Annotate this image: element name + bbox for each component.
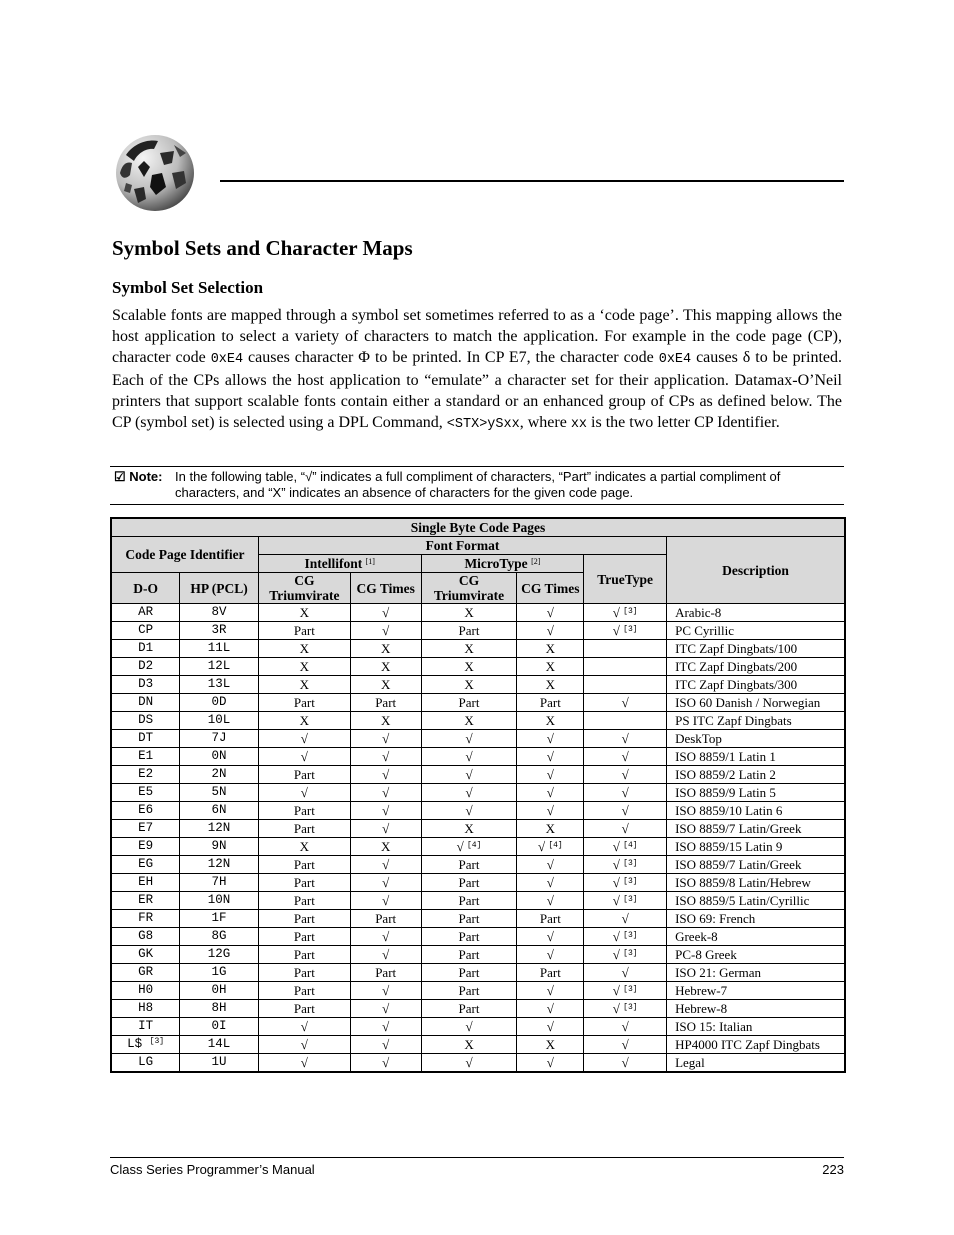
- cell-it-tri: Part: [258, 928, 350, 946]
- cell-tt: [584, 658, 667, 676]
- cell-do: E9: [111, 838, 180, 856]
- cell-tt: √: [584, 730, 667, 748]
- table-title: Single Byte Code Pages: [111, 518, 845, 537]
- cell-desc: ISO 21: German: [667, 964, 845, 982]
- cell-do: AR: [111, 604, 180, 622]
- cell-it-tri: √: [258, 1036, 350, 1054]
- cell-it-times: √: [350, 820, 421, 838]
- cell-it-times: X: [350, 712, 421, 730]
- cell-mt-tri: X: [421, 712, 517, 730]
- cell-desc: ITC Zapf Dingbats/100: [667, 640, 845, 658]
- cell-mt-tri: X: [421, 1036, 517, 1054]
- cell-do: IT: [111, 1018, 180, 1036]
- cell-desc: HP4000 ITC Zapf Dingbats: [667, 1036, 845, 1054]
- cell-it-tri: X: [258, 676, 350, 694]
- cell-desc: Legal: [667, 1054, 845, 1073]
- code-page-table: [110, 517, 846, 1073]
- table-row: [111, 766, 845, 784]
- cell-hp: 0N: [180, 748, 259, 766]
- cell-hp: 8V: [180, 604, 259, 622]
- cell-desc: PC-8 Greek: [667, 946, 845, 964]
- do-header: D-O: [111, 573, 180, 604]
- cell-tt: √: [584, 802, 667, 820]
- cell-tt: √ [3]: [584, 1000, 667, 1018]
- cell-mt-tri: Part: [421, 964, 517, 982]
- cell-mt-tri: Part: [421, 622, 517, 640]
- cell-it-tri: √: [258, 784, 350, 802]
- cell-hp: 2N: [180, 766, 259, 784]
- table-row: [111, 964, 845, 982]
- cell-desc: ISO 8859/8 Latin/Hebrew: [667, 874, 845, 892]
- cell-do: DS: [111, 712, 180, 730]
- cell-tt: √: [584, 766, 667, 784]
- cell-mt-tri: X: [421, 658, 517, 676]
- cell-it-tri: X: [258, 604, 350, 622]
- cell-it-tri: X: [258, 838, 350, 856]
- cell-mt-times: √: [517, 856, 584, 874]
- cell-do: H8: [111, 1000, 180, 1018]
- cell-it-tri: √: [258, 730, 350, 748]
- header-rule: [220, 180, 844, 182]
- cell-mt-tri: X: [421, 676, 517, 694]
- cell-desc: ISO 8859/9 Latin 5: [667, 784, 845, 802]
- cell-hp: 6N: [180, 802, 259, 820]
- cell-mt-times: √: [517, 1018, 584, 1036]
- cell-it-times: √: [350, 766, 421, 784]
- cell-tt: √ [4]: [584, 838, 667, 856]
- cell-hp: 13L: [180, 676, 259, 694]
- page-number: 223: [822, 1162, 844, 1177]
- cell-desc: ITC Zapf Dingbats/300: [667, 676, 845, 694]
- intellifont-cg-triumvirate-header: CG Triumvirate: [258, 573, 350, 604]
- cell-it-times: √: [350, 874, 421, 892]
- cell-desc: ISO 8859/15 Latin 9: [667, 838, 845, 856]
- cell-desc: DeskTop: [667, 730, 845, 748]
- cell-it-times: Part: [350, 964, 421, 982]
- cell-hp: 1U: [180, 1054, 259, 1073]
- cell-desc: Arabic-8: [667, 604, 845, 622]
- cell-desc: PC Cyrillic: [667, 622, 845, 640]
- intellifont-cg-times-header: CG Times: [350, 573, 421, 604]
- cell-it-tri: Part: [258, 622, 350, 640]
- cell-mt-times: √: [517, 784, 584, 802]
- cell-tt: √: [584, 910, 667, 928]
- cell-mt-times: Part: [517, 910, 584, 928]
- paragraph-text: Scalable fonts are mapped through a symbol set sometimes referred to as a ‘code page’. This mapping allows the host application to select a variety of characters to match the application. For example in the code page (CP), character code: [112, 307, 842, 366]
- cell-it-times: √: [350, 892, 421, 910]
- cell-tt: √ [3]: [584, 946, 667, 964]
- description-header: Description: [667, 537, 845, 604]
- cell-it-tri: Part: [258, 856, 350, 874]
- cell-it-times: √: [350, 856, 421, 874]
- cell-mt-times: X: [517, 712, 584, 730]
- cell-tt: √: [584, 964, 667, 982]
- cell-hp: 5N: [180, 784, 259, 802]
- cell-tt: √: [584, 748, 667, 766]
- cell-hp: 12N: [180, 856, 259, 874]
- cell-mt-tri: Part: [421, 1000, 517, 1018]
- cell-mt-times: √: [517, 802, 584, 820]
- cell-mt-tri: √: [421, 730, 517, 748]
- cell-hp: 9N: [180, 838, 259, 856]
- table-row: [111, 640, 845, 658]
- cell-mt-times: √: [517, 748, 584, 766]
- cell-mt-times: √ [4]: [517, 838, 584, 856]
- paragraph-text: causes δ to be printed. Each of the CPs allows the host application to “emulate” a character set for their application. Datamax-O’Neil printers that support scalable fonts contain either a standard or an enhanced group of CPs as defined below. The CP (symbol set) is selected using a DPL Command,: [112, 349, 842, 431]
- cell-hp: 12L: [180, 658, 259, 676]
- cell-mt-tri: X: [421, 640, 517, 658]
- cell-tt: √: [584, 1018, 667, 1036]
- cell-hp: 0H: [180, 982, 259, 1000]
- cell-do: ER: [111, 892, 180, 910]
- cell-mt-tri: Part: [421, 874, 517, 892]
- section-title: Symbol Sets and Character Maps: [112, 236, 413, 260]
- cell-tt: √: [584, 820, 667, 838]
- cell-desc: ISO 60 Danish / Norwegian: [667, 694, 845, 712]
- cell-do: EH: [111, 874, 180, 892]
- cell-it-tri: √: [258, 1018, 350, 1036]
- cell-mt-tri: Part: [421, 856, 517, 874]
- table-row: [111, 622, 845, 640]
- table-row: [111, 928, 845, 946]
- cell-desc: Greek-8: [667, 928, 845, 946]
- cell-hp: 1G: [180, 964, 259, 982]
- table-row: [111, 946, 845, 964]
- note-box: [110, 466, 844, 505]
- cell-it-tri: Part: [258, 1000, 350, 1018]
- cell-it-times: √: [350, 730, 421, 748]
- cell-do: D2: [111, 658, 180, 676]
- cell-mt-tri: √: [421, 766, 517, 784]
- cell-mt-times: √: [517, 982, 584, 1000]
- table-row: [111, 604, 845, 622]
- cell-mt-times: √: [517, 604, 584, 622]
- cell-tt: √ [3]: [584, 982, 667, 1000]
- cell-mt-tri: Part: [421, 982, 517, 1000]
- hp-pcl-header: HP (PCL): [180, 573, 259, 604]
- microtype-cg-triumvirate-header: CG Triumvirate: [421, 573, 517, 604]
- table-row: [111, 694, 845, 712]
- paragraph-text: causes character Φ to be printed. In CP E7, the character code: [243, 349, 659, 366]
- paragraph-text: , where: [519, 414, 571, 431]
- cell-it-tri: √: [258, 1054, 350, 1073]
- cell-tt: √: [584, 1036, 667, 1054]
- cell-do: EG: [111, 856, 180, 874]
- cell-desc: ITC Zapf Dingbats/200: [667, 658, 845, 676]
- cell-desc: ISO 8859/2 Latin 2: [667, 766, 845, 784]
- cell-it-tri: √: [258, 748, 350, 766]
- cell-do: E7: [111, 820, 180, 838]
- table-row: [111, 784, 845, 802]
- footer-rule: [110, 1157, 844, 1158]
- cell-desc: ISO 8859/10 Latin 6: [667, 802, 845, 820]
- intellifont-header: Intellifont [1]: [258, 555, 421, 573]
- cell-it-times: √: [350, 1036, 421, 1054]
- note-text: In the following table, “√” indicates a full compliment of characters, “Part” indicates a partial compliment of characters, and “X” indicates an absence of characters for the given code page.: [175, 469, 781, 500]
- cell-tt: √ [3]: [584, 874, 667, 892]
- table-row: [111, 658, 845, 676]
- cell-it-times: √: [350, 604, 421, 622]
- cell-hp: 7H: [180, 874, 259, 892]
- cell-mt-times: Part: [517, 694, 584, 712]
- cell-it-times: √: [350, 622, 421, 640]
- cell-mt-tri: √ [4]: [421, 838, 517, 856]
- cell-mt-times: √: [517, 1054, 584, 1073]
- table-row: [111, 1018, 845, 1036]
- cell-hp: 14L: [180, 1036, 259, 1054]
- footer-manual-title: Class Series Programmer’s Manual: [110, 1162, 315, 1177]
- inline-code: <STX>ySxx: [446, 417, 520, 432]
- cell-do: DN: [111, 694, 180, 712]
- cell-it-times: √: [350, 1054, 421, 1073]
- cell-hp: 0I: [180, 1018, 259, 1036]
- cell-hp: 12N: [180, 820, 259, 838]
- subsection-title: Symbol Set Selection: [112, 278, 264, 297]
- cell-it-tri: Part: [258, 694, 350, 712]
- table-row: [111, 1054, 845, 1073]
- cell-desc: ISO 8859/5 Latin/Cyrillic: [667, 892, 845, 910]
- cell-mt-times: √: [517, 874, 584, 892]
- cell-it-times: √: [350, 1018, 421, 1036]
- cell-mt-tri: Part: [421, 928, 517, 946]
- cell-do: E6: [111, 802, 180, 820]
- cell-it-tri: Part: [258, 964, 350, 982]
- microtype-header: MicroType [2]: [421, 555, 584, 573]
- cell-it-times: √: [350, 946, 421, 964]
- cell-desc: ISO 8859/7 Latin/Greek: [667, 856, 845, 874]
- cell-mt-tri: X: [421, 604, 517, 622]
- cell-it-times: X: [350, 640, 421, 658]
- cell-hp: 12G: [180, 946, 259, 964]
- cell-hp: 8G: [180, 928, 259, 946]
- cell-tt: [584, 676, 667, 694]
- cell-do: LG: [111, 1054, 180, 1073]
- cell-it-times: √: [350, 784, 421, 802]
- cell-mt-tri: Part: [421, 694, 517, 712]
- cell-it-times: Part: [350, 694, 421, 712]
- cell-do: D1: [111, 640, 180, 658]
- table-row: [111, 1036, 845, 1054]
- cell-mt-times: X: [517, 676, 584, 694]
- cell-it-tri: Part: [258, 874, 350, 892]
- table-row: [111, 676, 845, 694]
- cell-do: DT: [111, 730, 180, 748]
- cell-tt: √: [584, 694, 667, 712]
- table-row: [111, 856, 845, 874]
- table-row: [111, 748, 845, 766]
- cell-do: D3: [111, 676, 180, 694]
- cell-mt-tri: Part: [421, 892, 517, 910]
- cell-desc: ISO 8859/7 Latin/Greek: [667, 820, 845, 838]
- cell-it-times: X: [350, 838, 421, 856]
- cell-mt-times: Part: [517, 964, 584, 982]
- table-row: [111, 802, 845, 820]
- cell-tt: √ [3]: [584, 928, 667, 946]
- cell-desc: Hebrew-8: [667, 1000, 845, 1018]
- cell-do: E1: [111, 748, 180, 766]
- table-row: [111, 730, 845, 748]
- font-format-header: Font Format: [258, 537, 666, 555]
- cell-it-times: Part: [350, 910, 421, 928]
- cell-do: CP: [111, 622, 180, 640]
- cell-mt-times: X: [517, 1036, 584, 1054]
- cell-mt-times: √: [517, 1000, 584, 1018]
- inline-code: 0xE4: [210, 352, 244, 367]
- cell-desc: Hebrew-7: [667, 982, 845, 1000]
- cell-mt-tri: √: [421, 784, 517, 802]
- cell-tt: [584, 712, 667, 730]
- cell-hp: 0D: [180, 694, 259, 712]
- cell-hp: 8H: [180, 1000, 259, 1018]
- cell-it-tri: X: [258, 712, 350, 730]
- cell-do: GK: [111, 946, 180, 964]
- cell-it-tri: X: [258, 658, 350, 676]
- cell-do: L$ [3]: [111, 1036, 180, 1054]
- table-row: [111, 712, 845, 730]
- cell-mt-tri: √: [421, 1018, 517, 1036]
- cell-mt-times: √: [517, 928, 584, 946]
- cell-tt: √ [3]: [584, 604, 667, 622]
- cell-mt-times: X: [517, 820, 584, 838]
- cell-mt-times: √: [517, 622, 584, 640]
- cell-do: E5: [111, 784, 180, 802]
- cell-desc: PS ITC Zapf Dingbats: [667, 712, 845, 730]
- cell-do: FR: [111, 910, 180, 928]
- cell-tt: √ [3]: [584, 856, 667, 874]
- table-row: [111, 820, 845, 838]
- intro-paragraph: [112, 305, 842, 435]
- code-page-identifier-header: Code Page Identifier: [111, 537, 258, 573]
- table-row: [111, 910, 845, 928]
- table-row: [111, 982, 845, 1000]
- table-row: [111, 838, 845, 856]
- company-logo-globe: [114, 133, 196, 213]
- cell-it-tri: Part: [258, 982, 350, 1000]
- cell-tt: √: [584, 784, 667, 802]
- cell-it-times: √: [350, 1000, 421, 1018]
- cell-it-times: X: [350, 658, 421, 676]
- cell-mt-times: √: [517, 766, 584, 784]
- table-row: [111, 892, 845, 910]
- cell-hp: 1F: [180, 910, 259, 928]
- cell-mt-tri: √: [421, 802, 517, 820]
- truetype-header: TrueType: [584, 555, 667, 604]
- cell-it-tri: Part: [258, 802, 350, 820]
- cell-do: GR: [111, 964, 180, 982]
- cell-do: E2: [111, 766, 180, 784]
- cell-it-tri: Part: [258, 946, 350, 964]
- cell-it-times: √: [350, 928, 421, 946]
- cell-it-tri: Part: [258, 892, 350, 910]
- cell-tt: √ [3]: [584, 892, 667, 910]
- cell-it-times: √: [350, 802, 421, 820]
- cell-desc: ISO 8859/1 Latin 1: [667, 748, 845, 766]
- cell-mt-tri: Part: [421, 910, 517, 928]
- cell-tt: [584, 640, 667, 658]
- cell-it-times: √: [350, 748, 421, 766]
- cell-hp: 11L: [180, 640, 259, 658]
- cell-hp: 3R: [180, 622, 259, 640]
- cell-mt-times: √: [517, 730, 584, 748]
- cell-mt-times: X: [517, 658, 584, 676]
- cell-hp: 7J: [180, 730, 259, 748]
- cell-it-times: X: [350, 676, 421, 694]
- table-row: [111, 1000, 845, 1018]
- cell-it-tri: Part: [258, 910, 350, 928]
- microtype-cg-times-header: CG Times: [517, 573, 584, 604]
- cell-desc: ISO 69: French: [667, 910, 845, 928]
- cell-hp: 10L: [180, 712, 259, 730]
- inline-code: xx: [570, 417, 588, 432]
- cell-mt-tri: Part: [421, 946, 517, 964]
- cell-mt-times: X: [517, 640, 584, 658]
- cell-mt-tri: X: [421, 820, 517, 838]
- cell-desc: ISO 15: Italian: [667, 1018, 845, 1036]
- cell-it-times: √: [350, 982, 421, 1000]
- cell-mt-tri: √: [421, 748, 517, 766]
- paragraph-text: is the two letter CP Identifier.: [587, 414, 780, 431]
- cell-it-tri: X: [258, 640, 350, 658]
- cell-mt-times: √: [517, 946, 584, 964]
- cell-it-tri: Part: [258, 820, 350, 838]
- cell-do: H0: [111, 982, 180, 1000]
- table-row: [111, 874, 845, 892]
- cell-tt: √: [584, 1054, 667, 1073]
- cell-mt-tri: √: [421, 1054, 517, 1073]
- cell-do: G8: [111, 928, 180, 946]
- inline-code: 0xE4: [658, 352, 692, 367]
- cell-it-tri: Part: [258, 766, 350, 784]
- note-label: ☑ Note:: [114, 469, 163, 484]
- cell-hp: 10N: [180, 892, 259, 910]
- cell-mt-times: √: [517, 892, 584, 910]
- cell-tt: √ [3]: [584, 622, 667, 640]
